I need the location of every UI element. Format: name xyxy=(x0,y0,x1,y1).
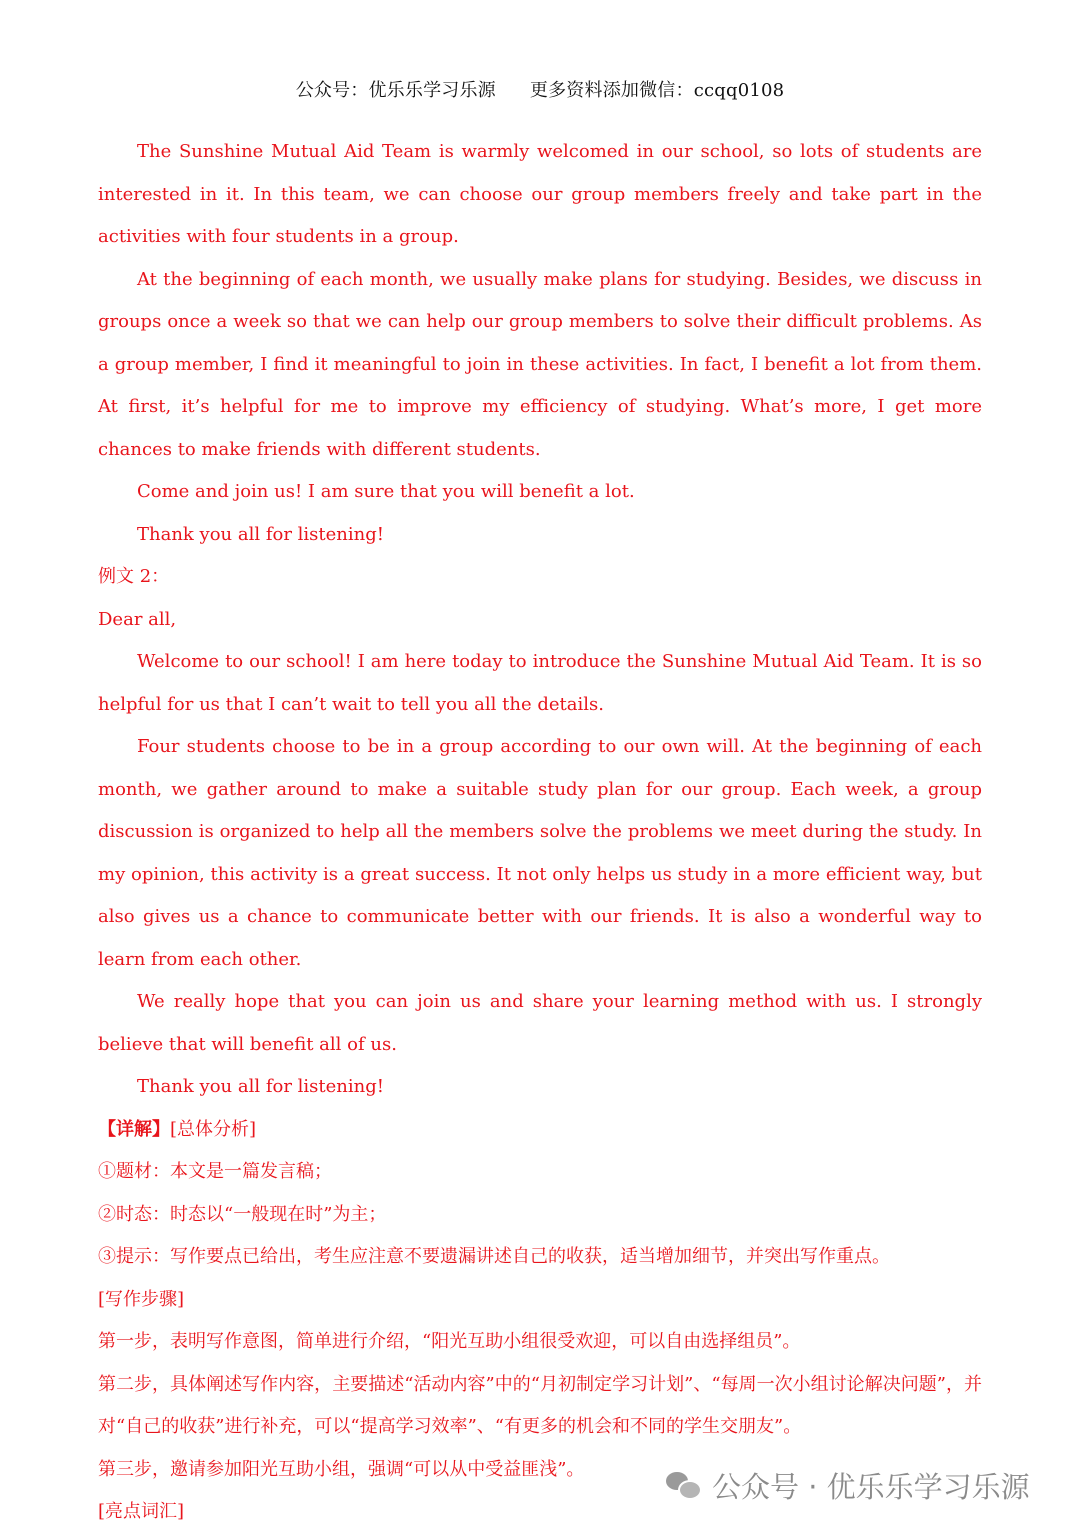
example-2-label: 例文 2： xyxy=(98,566,170,587)
document-body xyxy=(98,131,982,1534)
analysis-heading-bold: 【详解】 xyxy=(98,1118,170,1140)
essay1-paragraph-3: Come and join us! I am sure that you will benefit a lot. xyxy=(137,481,635,502)
analysis-item-2: ②时态：时态以“一般现在时”为主； xyxy=(98,1203,387,1225)
essay1-paragraph-2: At the beginning of each month, we usually make plans for studying. Besides, we discuss in groups once a week so that we can help our group members to solve their difficult problems. As a group member, I find it meaningful to join in these activities. In fact, I benefit a lot from them. At first, it’s helpful for me to improve my efficiency of studying. What’s more, I get more chances to make friends with different students. xyxy=(98,268,982,460)
watermark-text: 公众号 · 优乐乐学习乐源 xyxy=(712,1469,1030,1504)
essay2-paragraph-3: We really hope that you can join us and share your learning method with us. I strongly believe that will benefit all of us. xyxy=(98,991,982,1055)
essay2-paragraph-2: Four students choose to be in a group according to our own will. At the beginning of each month, we gather around to make a suitable study plan for our group. Each week, a group discussion is organized to help all the members solve the problems we meet during the study. In my opinion, this activity is a great success. It not only helps us study in a more efficient way, but also gives us a chance to communicate better with our friends. It is also a wonderful way to learn from each other. xyxy=(98,736,982,970)
essay2-paragraph-1: Welcome to our school! I am here today to introduce the Sunshine Mutual Aid Team. It is so helpful for us that I can’t wait to tell you all the details. xyxy=(98,651,982,715)
step-1: 第一步，表明写作意图，简单进行介绍，“阳光互助小组很受欢迎，可以自由选择组员”。 xyxy=(98,1331,801,1352)
header-wechat: 更多资料添加微信：ccqq0108 xyxy=(529,80,785,101)
analysis-item-3: ③提示：写作要点已给出，考生应注意不要遗漏讲述自己的收获，适当增加细节，并突出写作重点。 xyxy=(98,1246,890,1267)
watermark xyxy=(666,1460,1030,1510)
analysis-heading-rest: [总体分析] xyxy=(170,1118,257,1140)
step-2: 第二步，具体阐述写作内容，主要描述“活动内容”中的“月初制定学习计划”、“每周一次小组讨论解决问题”，并对“自己的收获”进行补充，可以“提高学习效率”、“有更多的机会和不同的学生交朋友”。 xyxy=(98,1373,982,1437)
essay2-closing: Thank you all for listening! xyxy=(137,1076,384,1097)
analysis-heading xyxy=(98,1109,982,1152)
vocab-heading: [亮点词汇] xyxy=(98,1501,185,1522)
essay1-paragraph-1: The Sunshine Mutual Aid Team is warmly welcomed in our school, so lots of students are interested in it. In this team, we can choose our group members freely and take part in the activities with four students in a group. xyxy=(98,141,982,247)
page-header xyxy=(0,76,1080,102)
header-account: 公众号：优乐乐学习乐源 xyxy=(295,80,496,101)
analysis-item-1: ①题材：本文是一篇发言稿； xyxy=(98,1161,332,1182)
steps-heading: [写作步骤] xyxy=(98,1288,185,1310)
essay2-salutation: Dear all, xyxy=(98,608,177,630)
wechat-icon xyxy=(666,1468,700,1502)
essay1-closing: Thank you all for listening! xyxy=(137,523,384,545)
step-3: 第三步，邀请参加阳光互助小组，强调“可以从中受益匪浅”。 xyxy=(98,1458,585,1480)
